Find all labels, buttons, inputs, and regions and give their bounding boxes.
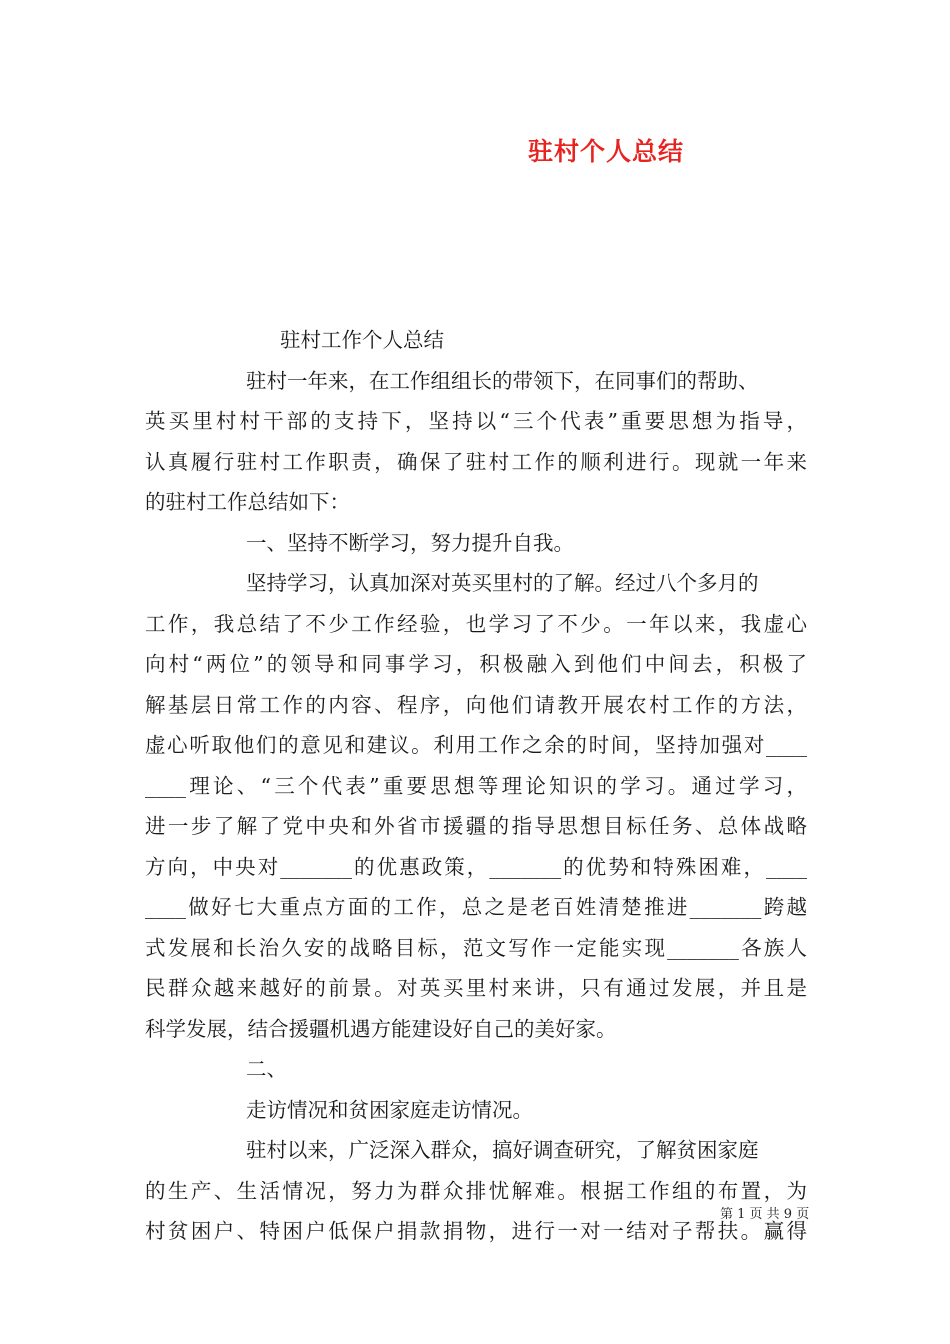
- paragraph-line: 虚心听取他们的意见和建议。利用工作之余的时间，坚持加强对____: [145, 733, 807, 757]
- paragraph-line: 驻村以来，广泛深入群众，搞好调查研究，了解贫困家庭: [246, 1138, 759, 1162]
- paragraph-line: 民群众越来越好的前景。对英买里村来讲，只有通过发展，并且是: [145, 976, 807, 1000]
- paragraph-line: 工作，我总结了不少工作经验，也学习了不少。一年以来，我虚心: [145, 611, 807, 636]
- page-number: 第 1 页 共 9 页: [720, 1207, 810, 1222]
- section-heading: 一、坚持不断学习，努力提升自我。: [246, 530, 574, 555]
- paragraph-line: 认真履行驻村工作职责，确保了驻村工作的顺利进行。现就一年来: [145, 449, 807, 474]
- paragraph-line: ____理论、“三个代表”重要思想等理论知识的学习。通过学习，: [145, 773, 807, 798]
- paragraph-line: 解基层日常工作的内容、程序，向他们请教开展农村工作的方法，: [145, 692, 807, 717]
- section-heading: 二、: [246, 1057, 287, 1081]
- paragraph-line: 进一步了解了党中央和外省市援疆的指导思想目标任务、总体战略: [145, 814, 807, 838]
- paragraph-line: 方向，中央对_______的优惠政策，_______的优势和特殊困难，____: [145, 854, 807, 879]
- document-body: [145, 320, 810, 1252]
- paragraph-line: 英买里村村干部的支持下，坚持以“三个代表”重要思想为指导，: [145, 409, 807, 433]
- paragraph-line: 驻村一年来，在工作组组长的带领下，在同事们的帮助、: [246, 368, 759, 393]
- document-title: 驻村个人总结: [528, 137, 685, 166]
- paragraph-line: 的生产、生活情况，努力为群众排忧解难。根据工作组的布置，为: [145, 1178, 807, 1203]
- section-heading: 走访情况和贫困家庭走访情况。: [246, 1097, 533, 1122]
- paragraph-line: 式发展和长治久安的战略目标，范文写作一定能实现_______各族人: [145, 935, 807, 960]
- paragraph-line: 的驻村工作总结如下：: [145, 490, 350, 514]
- paragraph-line: 科学发展，结合援疆机遇方能建设好自己的美好家。: [145, 1016, 617, 1041]
- paragraph-line: 向村“两位”的领导和同事学习，积极融入到他们中间去，积极了: [145, 652, 807, 676]
- document-subtitle: 驻村工作个人总结: [280, 328, 444, 352]
- paragraph-line: 坚持学习，认真加深对英买里村的了解。经过八个多月的: [246, 571, 759, 595]
- paragraph-line: 村贫困户、特困户低保户捐款捐物，进行一对一结对子帮扶。赢得: [145, 1219, 807, 1243]
- paragraph-line: ____做好七大重点方面的工作，总之是老百姓清楚推进_______跨越: [145, 895, 807, 919]
